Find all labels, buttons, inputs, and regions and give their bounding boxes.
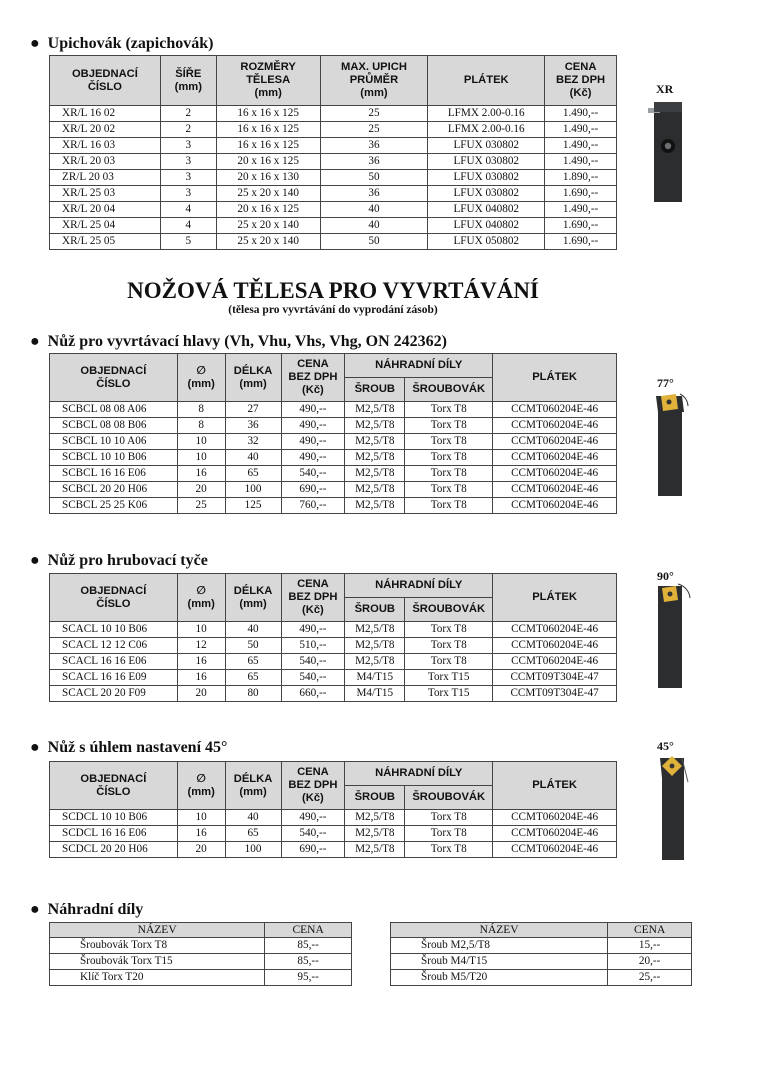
column-header-length: DÉLKA (mm) [225, 762, 281, 810]
table-cell: 15,-- [608, 938, 692, 954]
table-cell: LFUX 040802 [428, 218, 545, 234]
table-cell: 8 [177, 402, 225, 418]
table-cell: 16 x 16 x 125 [216, 106, 320, 122]
table-cell: Torx T15 [405, 670, 493, 686]
table-cell: 490,-- [281, 434, 345, 450]
table-cell: CCMT060204E-46 [493, 450, 617, 466]
table-cell: 4 [160, 218, 216, 234]
table-cell: Torx T8 [405, 402, 493, 418]
table-cell: Torx T8 [405, 810, 493, 826]
table-cell: SCBCL 08 08 A06 [50, 402, 178, 418]
column-header-insert: PLÁTEK [493, 574, 617, 622]
table-cell: SCBCL 16 16 E06 [50, 466, 178, 482]
table-cell: 20 x 16 x 125 [216, 154, 320, 170]
page-title: NOŽOVÁ TĚLESA PRO VYVRTÁVÁNÍ [127, 278, 539, 303]
table-cell: SCBCL 10 10 B06 [50, 450, 178, 466]
table-cell: Torx T8 [405, 434, 493, 450]
column-header-length: DÉLKA (mm) [225, 574, 281, 622]
table-cell: 1.690,-- [545, 234, 617, 250]
column-header-spares: NÁHRADNÍ DÍLY [345, 762, 493, 786]
table-cell: CCMT060204E-46 [493, 842, 617, 858]
table-row [50, 450, 617, 466]
table-cell: M2,5/T8 [345, 622, 405, 638]
table-cell: 20,-- [608, 954, 692, 970]
table-cell: 20 x 16 x 125 [216, 202, 320, 218]
table-cell: XR/L 20 04 [50, 202, 161, 218]
table-cell: 16 [177, 670, 225, 686]
table-cell: Torx T8 [405, 654, 493, 670]
table-cell: 36 [225, 418, 281, 434]
table-cell: CCMT060204E-46 [493, 482, 617, 498]
column-header-driver: ŠROUBOVÁK [405, 598, 493, 622]
table-row [391, 970, 692, 986]
table-cell: SCDCL 16 16 E06 [50, 826, 178, 842]
column-header-driver: ŠROUBOVÁK [405, 786, 493, 810]
table-cell: 125 [225, 498, 281, 514]
table-cell: 25 [320, 122, 428, 138]
table-cell: 20 [177, 482, 225, 498]
table-cell: M2,5/T8 [345, 810, 405, 826]
table-cell: CCMT060204E-46 [493, 622, 617, 638]
table-cell: 540,-- [281, 654, 345, 670]
table-cell: 65 [225, 654, 281, 670]
table-cell: 65 [225, 466, 281, 482]
table-cell: 1.490,-- [545, 138, 617, 154]
column-header: PLÁTEK [428, 56, 545, 106]
table-cell: CCMT060204E-46 [493, 810, 617, 826]
table-row [50, 686, 617, 702]
table-cell: 20 x 16 x 130 [216, 170, 320, 186]
table-cell: Šroub M5/T20 [391, 970, 608, 986]
bars-table [49, 573, 617, 702]
table-cell: 1.490,-- [545, 202, 617, 218]
table-row [50, 938, 352, 954]
boring-tool-45-image [652, 752, 692, 862]
table-cell: 40 [225, 450, 281, 466]
table-cell: 25 [177, 498, 225, 514]
table-cell: LFUX 030802 [428, 138, 545, 154]
heads-table [49, 353, 617, 514]
boring-tool-90-image [648, 580, 692, 690]
table-cell: 2 [160, 106, 216, 122]
table-header-row [50, 574, 617, 598]
column-header-diameter: ∅ (mm) [177, 762, 225, 810]
column-header-spares: NÁHRADNÍ DÍLY [345, 574, 493, 598]
table-row [50, 234, 617, 250]
table-cell: 1.890,-- [545, 170, 617, 186]
table-cell: LFUX 050802 [428, 234, 545, 250]
image-label-xr: XR [656, 82, 674, 96]
table-cell: CCMT060204E-46 [493, 418, 617, 434]
column-header: CENA BEZ DPH (Kč) [545, 56, 617, 106]
section-heading-45: ● Nůž s úhlem nastavení 45° [30, 739, 228, 756]
bullet-icon: ● [30, 35, 40, 52]
table-cell: SCACL 16 16 E09 [50, 670, 178, 686]
table-cell: Klíč Torx T20 [50, 970, 265, 986]
table-cell: 25 x 20 x 140 [216, 186, 320, 202]
table-cell: ZR/L 20 03 [50, 170, 161, 186]
table-cell: 540,-- [281, 670, 345, 686]
column-header-order: OBJEDNACÍ ČÍSLO [50, 354, 178, 402]
table-cell: 16 [177, 654, 225, 670]
table-row [50, 954, 352, 970]
table-cell: 32 [225, 434, 281, 450]
table-cell: SCBCL 10 10 A06 [50, 434, 178, 450]
section-heading-heads: ● Nůž pro vyvrtávací hlavy (Vh, Vhu, Vhs, Vhg, ON 242362) [30, 333, 447, 350]
table-cell: Torx T8 [405, 622, 493, 638]
table-row [50, 138, 617, 154]
table-cell: M2,5/T8 [345, 402, 405, 418]
table-cell: SCACL 16 16 E06 [50, 654, 178, 670]
table-cell: CCMT060204E-46 [493, 434, 617, 450]
table-cell: 2 [160, 122, 216, 138]
table-cell: 8 [177, 418, 225, 434]
table-cell: SCACL 12 12 C06 [50, 638, 178, 654]
table-cell: 25 [320, 106, 428, 122]
table-cell: Šroub M2,5/T8 [391, 938, 608, 954]
table-cell: 16 [177, 466, 225, 482]
column-header-diameter: ∅ (mm) [177, 574, 225, 622]
table-cell: 490,-- [281, 622, 345, 638]
table-cell: 100 [225, 842, 281, 858]
table-cell: 16 x 16 x 125 [216, 122, 320, 138]
table-cell: XR/L 25 03 [50, 186, 161, 202]
section-heading-parting: ● Upichovák (zapichovák) [30, 35, 214, 52]
table-row [50, 170, 617, 186]
table-cell: 85,-- [265, 938, 352, 954]
table-cell: 12 [177, 638, 225, 654]
table-row [50, 202, 617, 218]
table-cell: 540,-- [281, 826, 345, 842]
table-cell: 50 [320, 234, 428, 250]
table-cell: LFUX 040802 [428, 202, 545, 218]
table-row [391, 938, 692, 954]
table-cell: Torx T8 [405, 826, 493, 842]
table-cell: M2,5/T8 [345, 482, 405, 498]
table-cell: 690,-- [281, 842, 345, 858]
table-cell: M2,5/T8 [345, 466, 405, 482]
table-row [50, 810, 617, 826]
table-cell: 1.690,-- [545, 218, 617, 234]
table-cell: SCDCL 20 20 H06 [50, 842, 178, 858]
table-cell: 65 [225, 670, 281, 686]
table-cell: 1.490,-- [545, 122, 617, 138]
spare-parts-table-right [390, 922, 692, 986]
table-cell: 36 [320, 138, 428, 154]
table-cell: 40 [320, 218, 428, 234]
table-cell: XR/L 16 02 [50, 106, 161, 122]
table-header-row [50, 762, 617, 786]
table-cell: Torx T8 [405, 498, 493, 514]
table-cell: SCACL 10 10 B06 [50, 622, 178, 638]
table-cell: 3 [160, 186, 216, 202]
column-header-screw: ŠROUB [345, 786, 405, 810]
table-row [50, 482, 617, 498]
table-row [50, 418, 617, 434]
table-cell: 3 [160, 138, 216, 154]
column-header-price: CENA BEZ DPH (Kč) [281, 354, 345, 402]
angle45-table [49, 761, 617, 858]
table-header-row [50, 923, 352, 938]
column-header: ŠÍŘE (mm) [160, 56, 216, 106]
table-row [50, 842, 617, 858]
table-cell: 40 [225, 622, 281, 638]
table-cell: 25,-- [608, 970, 692, 986]
table-cell: Torx T8 [405, 450, 493, 466]
table-cell: XR/L 20 02 [50, 122, 161, 138]
column-header: ROZMĚRY TĚLESA (mm) [216, 56, 320, 106]
table-row [50, 434, 617, 450]
table-cell: 510,-- [281, 638, 345, 654]
table-cell: 490,-- [281, 402, 345, 418]
table-cell: Torx T8 [405, 418, 493, 434]
column-header-driver: ŠROUBOVÁK [405, 378, 493, 402]
column-header-name: NÁZEV [50, 923, 265, 938]
column-header-price: CENA [265, 923, 352, 938]
table-header-row [50, 354, 617, 378]
column-header: MAX. UPICH PRŮMĚR (mm) [320, 56, 428, 106]
bullet-icon: ● [30, 552, 40, 569]
column-header-price: CENA [608, 923, 692, 938]
table-cell: Torx T8 [405, 482, 493, 498]
table-cell: M2,5/T8 [345, 842, 405, 858]
table-cell: 36 [320, 154, 428, 170]
table-header-row [50, 56, 617, 106]
table-cell: 10 [177, 622, 225, 638]
boring-tool-77-image [648, 390, 692, 498]
table-cell: 65 [225, 826, 281, 842]
table-row [50, 638, 617, 654]
table-row [50, 670, 617, 686]
table-cell: M4/T15 [345, 670, 405, 686]
table-cell: 10 [177, 810, 225, 826]
table-cell: Torx T8 [405, 466, 493, 482]
table-cell: 25 x 20 x 140 [216, 218, 320, 234]
table-cell: 85,-- [265, 954, 352, 970]
table-cell: 490,-- [281, 450, 345, 466]
parting-table [49, 55, 617, 250]
table-cell: 3 [160, 154, 216, 170]
table-cell: M2,5/T8 [345, 826, 405, 842]
table-cell: 490,-- [281, 810, 345, 826]
table-cell: LFMX 2.00-0.16 [428, 122, 545, 138]
table-row [50, 122, 617, 138]
table-row [50, 970, 352, 986]
table-cell: 3 [160, 170, 216, 186]
image-label-90: 90° [657, 569, 674, 583]
image-label-77: 77° [657, 376, 674, 390]
table-cell: CCMT060204E-46 [493, 498, 617, 514]
column-header: OBJEDNACÍ ČÍSLO [50, 56, 161, 106]
column-header-name: NÁZEV [391, 923, 608, 938]
table-cell: SCBCL 20 20 H06 [50, 482, 178, 498]
table-cell: 10 [177, 450, 225, 466]
column-header-screw: ŠROUB [345, 378, 405, 402]
table-cell: LFUX 030802 [428, 170, 545, 186]
column-header-order: OBJEDNACÍ ČÍSLO [50, 574, 178, 622]
table-cell: CCMT09T304E-47 [493, 670, 617, 686]
table-cell: M2,5/T8 [345, 418, 405, 434]
table-header-row [391, 923, 692, 938]
table-row [50, 154, 617, 170]
table-cell: 95,-- [265, 970, 352, 986]
table-cell: 1.690,-- [545, 186, 617, 202]
table-cell: 40 [320, 202, 428, 218]
table-cell: 50 [225, 638, 281, 654]
column-header-price: CENA BEZ DPH (Kč) [281, 762, 345, 810]
table-row [50, 654, 617, 670]
table-row [50, 402, 617, 418]
image-label-45: 45° [657, 739, 674, 753]
table-cell: XR/L 20 03 [50, 154, 161, 170]
column-header-screw: ŠROUB [345, 598, 405, 622]
bullet-icon: ● [30, 333, 40, 350]
bullet-icon: ● [30, 739, 40, 756]
column-header-insert: PLÁTEK [493, 762, 617, 810]
table-cell: 490,-- [281, 418, 345, 434]
table-cell: 540,-- [281, 466, 345, 482]
table-cell: M4/T15 [345, 686, 405, 702]
table-row [391, 954, 692, 970]
table-cell: 20 [177, 686, 225, 702]
page-subtitle: (tělesa pro vyvrtávání do vyprodání zásob) [228, 304, 438, 316]
table-cell: 20 [177, 842, 225, 858]
table-cell: 27 [225, 402, 281, 418]
table-cell: SCBCL 25 25 K06 [50, 498, 178, 514]
table-cell: 1.490,-- [545, 106, 617, 122]
table-cell: 5 [160, 234, 216, 250]
table-cell: 36 [320, 186, 428, 202]
table-cell: M2,5/T8 [345, 498, 405, 514]
table-cell: SCBCL 08 08 B06 [50, 418, 178, 434]
section-heading-bars: ● Nůž pro hrubovací tyče [30, 552, 208, 569]
table-cell: CCMT060204E-46 [493, 466, 617, 482]
table-cell: CCMT060204E-46 [493, 654, 617, 670]
table-cell: 16 x 16 x 125 [216, 138, 320, 154]
column-header-price: CENA BEZ DPH (Kč) [281, 574, 345, 622]
table-row [50, 466, 617, 482]
table-cell: 25 x 20 x 140 [216, 234, 320, 250]
column-header-order: OBJEDNACÍ ČÍSLO [50, 762, 178, 810]
table-cell: 80 [225, 686, 281, 702]
table-cell: Šroubovák Torx T8 [50, 938, 265, 954]
table-cell: M2,5/T8 [345, 434, 405, 450]
table-cell: CCMT09T304E-47 [493, 686, 617, 702]
table-cell: CCMT060204E-46 [493, 826, 617, 842]
table-row [50, 826, 617, 842]
table-cell: M2,5/T8 [345, 654, 405, 670]
table-cell: 690,-- [281, 482, 345, 498]
table-cell: 4 [160, 202, 216, 218]
table-cell: 10 [177, 434, 225, 450]
column-header-spares: NÁHRADNÍ DÍLY [345, 354, 493, 378]
table-row [50, 218, 617, 234]
table-cell: LFUX 030802 [428, 186, 545, 202]
table-cell: XR/L 25 05 [50, 234, 161, 250]
table-cell: 100 [225, 482, 281, 498]
table-cell: Šroub M4/T15 [391, 954, 608, 970]
table-cell: 760,-- [281, 498, 345, 514]
spare-parts-table-left [49, 922, 352, 986]
table-cell: SCDCL 10 10 B06 [50, 810, 178, 826]
table-row [50, 106, 617, 122]
table-cell: M2,5/T8 [345, 450, 405, 466]
table-cell: M2,5/T8 [345, 638, 405, 654]
table-row [50, 186, 617, 202]
table-cell: 40 [225, 810, 281, 826]
column-header-insert: PLÁTEK [493, 354, 617, 402]
table-cell: 50 [320, 170, 428, 186]
table-cell: Šroubovák Torx T15 [50, 954, 265, 970]
bullet-icon: ● [30, 901, 40, 918]
table-cell: Torx T8 [405, 638, 493, 654]
table-cell: 660,-- [281, 686, 345, 702]
table-cell: LFUX 030802 [428, 154, 545, 170]
column-header-diameter: ∅ (mm) [177, 354, 225, 402]
table-cell: 1.490,-- [545, 154, 617, 170]
table-cell: XR/L 16 03 [50, 138, 161, 154]
section-heading-spare-parts: ● Náhradní díly [30, 901, 144, 918]
table-cell: CCMT060204E-46 [493, 638, 617, 654]
table-cell: LFMX 2.00-0.16 [428, 106, 545, 122]
table-cell: SCACL 20 20 F09 [50, 686, 178, 702]
column-header-length: DÉLKA (mm) [225, 354, 281, 402]
table-row [50, 498, 617, 514]
table-row [50, 622, 617, 638]
table-cell: Torx T15 [405, 686, 493, 702]
parting-tool-image [648, 96, 688, 204]
table-cell: XR/L 25 04 [50, 218, 161, 234]
table-cell: CCMT060204E-46 [493, 402, 617, 418]
table-cell: Torx T8 [405, 842, 493, 858]
table-cell: 16 [177, 826, 225, 842]
